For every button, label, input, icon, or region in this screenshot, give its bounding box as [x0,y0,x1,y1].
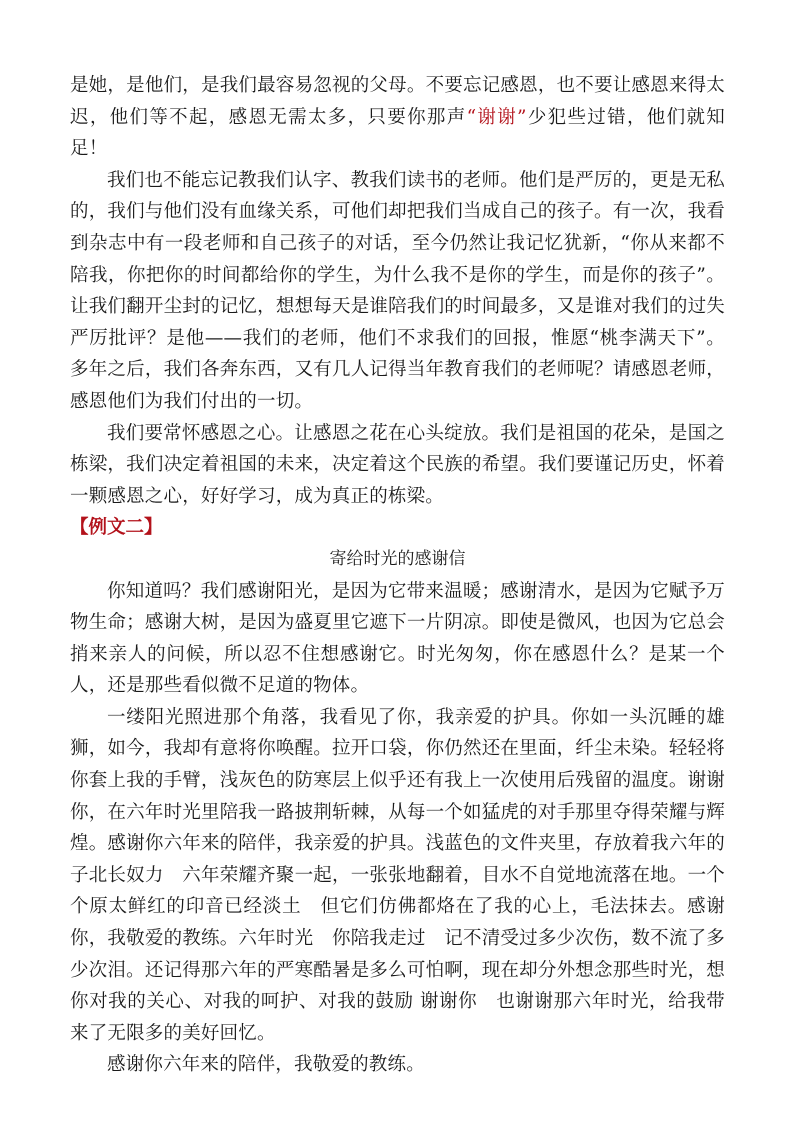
paragraph-coach-thanks: 感谢你六年来的陪伴，我敬爱的教练。 [107,1054,425,1076]
document-page [70,70,725,1081]
thanks-quote: “谢谢” [466,106,527,128]
paragraph-parents-text-c: 少犯些过错，他们就知足！ [70,106,725,160]
paragraph-gratitude-heart: 我们要常怀感恩之心。让感恩之花在心头绽放。我们是祖国的花朵，是国之栋梁，我们决定着祖国的未来，决定着这个民族的希望。我们要谨记历史，怀着一颗感恩之心，好好学习，成为真正的栋梁。 [70,422,725,507]
paragraph-parents-text-a: 是她，是他们，是我们最容易忽视的父母。不要忘记感恩，也不要让感恩来得太迟，他们等不起，感恩无需太多，只要你那声 [70,75,725,128]
paragraph-teachers: 我们也不能忘记教我们认字、教我们读书的老师。他们是严厉的，更是无私的，我们与他们没有血缘关系，可他们却把我们当成自己的孩子。有一次，我看到杂志中有一段老师和自己孩子的对话，至今仍然让我记忆犹新，“你从来都不陪我，你把你的时间都给你的学生，为什么我不是你的学生，而是你的孩子”。让我们翻开尘封的记忆，想想每天是谁陪我们的时间最多，又是谁对我们的过失严厉批评？是他——我们的老师，他们不求我们的回报，惟愿“桃李满天下”。多年之后，我们各奔东西，又有几人记得当年教育我们的老师呢？请感恩老师，感恩他们为我们付出的一切。 [70,169,725,412]
paragraph-parents [70,70,725,165]
paragraph-do-you-know: 你知道吗？我们感谢阳光，是因为它带来温暖；感谢清水，是因为它赋予万物生命；感谢大树，是因为盛夏里它遮下一片阴凉。即使是微风，也因为它总会捎来亲人的问候，所以忍不住想感谢它。时光匆匆，你在感恩什么？是某一个人，还是那些看似微不足道的物体。 [70,580,725,697]
paragraph-protective-gear: 一缕阳光照进那个角落，我看见了你，我亲爱的护具。你如一头沉睡的雄狮，如今，我却有意将你唤醒。拉开口袋，你仍然还在里面，纤尘未染。轻轻将你套上我的手臂，浅灰色的防寒层上似乎还有我上一次使用后残留的温度。谢谢你，在六年时光里陪我一路披荆斩棘，从每一个如猛虎的对手那里夺得荣耀与辉煌。感谢你六年来的陪伴，我亲爱的护具。浅蓝色的文件夹里，存放着我六年的子北长奴力 六年荣耀齐聚一起，一张张地翻着，目水不自觉地流落在地。一个个原太鲜红的印音已经淡土 但它们仿佛都烙在了我的心上，毛法抹去。感谢你，我敬爱的教练。六年时光 你陪我走过 记不清受过多少次伤，数不流了多少次泪。还记得那六年的严寒酷暑是多么可怕啊，现在却分外想念那些时光，想你对我的关心、对我的呵护、对我的鼓励 谢谢你 也谢谢那六年时光，给我带来了无限多的美好回忆。 [70,706,725,1044]
essay-title: 寄给时光的感谢信 [329,548,466,569]
section-label-example-two: 【例文二】 [70,517,163,539]
